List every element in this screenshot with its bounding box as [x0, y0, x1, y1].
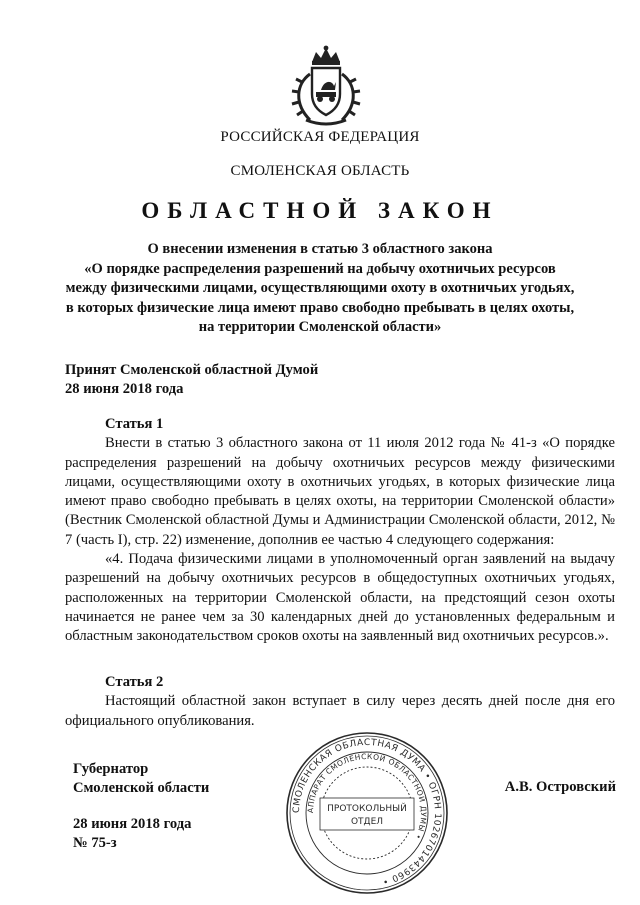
article-1-text: Внести в статью 3 областного закона от 11 июля 2012 года № 41-з «О порядке распределения разрешений на добычу охотничьих ресурсов между физическими лицами, осуществляющими охоту в охотничьих угодьях, в которых физические лица имеют право свободно пребывать в целях охоты, на территории Смоленской области» (Вестник Смоленской областной Думы и Администрации Смоленской области, 2012, № 7 (часть I), стр. 22) изменение, дополнив ее частью 4 следующего содержания: — [65, 435, 615, 548]
stamp-center-line: ПРОТОКОЛЬНЫЙ — [327, 804, 407, 814]
stamp-outer-text: СМОЛЕНСКАЯ ОБЛАСТНАЯ ДУМА • ОГРН 1026701443960 • — [291, 737, 443, 887]
article-1-quote: «4. Подача физическими лицами в уполномоченный орган заявлений на выдачу разрешений на добычу охотничьих ресурсов в общедоступных охотничьих угодьях, расположенных на территории Смоленской области, на предстоящий сезон охоты начинается не ранее чем за 30 календарных дней до установленных федеральным и областным законодательством сроков охоты на заявленный вид охотничьих ресурсов.». — [65, 551, 615, 645]
article-1-heading: Статья 1 — [105, 416, 164, 432]
signatory-title — [73, 760, 273, 799]
signing-info — [73, 815, 273, 854]
subject-line: в которых физические лица имеют право свободно пребывать в целях охоты, — [65, 299, 575, 316]
article-2 — [65, 673, 615, 731]
subject-line: между физическими лицами, осуществляющими охоту в охотничьих угодьях, — [65, 280, 575, 296]
signatory-title-line: Губернатор — [73, 761, 149, 777]
stamp-center-line: ОТДЕЛ — [350, 817, 384, 827]
subject-line: О внесении изменения в статью 3 областного закона — [147, 241, 493, 257]
signatory-name: А.В. Островский — [504, 779, 616, 795]
article-2-heading: Статья 2 — [105, 674, 164, 690]
law-subject-title — [0, 240, 640, 338]
signing-date: 28 июня 2018 года — [73, 816, 192, 832]
signatory-title-line: Смоленской области — [73, 780, 210, 797]
subject-line: на территории Смоленской области» — [198, 319, 442, 335]
subject-line: «О порядке распределения разрешений на добычу охотничьих ресурсов — [84, 260, 556, 277]
adoption-block — [65, 361, 565, 400]
adoption-date: 28 июня 2018 года — [65, 381, 184, 398]
article-1 — [65, 415, 615, 647]
document-type-title: ОБЛАСТНОЙ ЗАКОН — [141, 198, 499, 223]
article-2-text: Настоящий областной закон вступает в силу через десять дней после дня его официального опубликования. — [65, 693, 615, 729]
region-heading: СМОЛЕНСКАЯ ОБЛАСТЬ — [230, 163, 410, 179]
coat-of-arms-emblem — [288, 44, 364, 126]
law-number: № 75-з — [73, 835, 117, 852]
official-seal-stamp — [282, 728, 452, 898]
country-heading: РОССИЙСКАЯ ФЕДЕРАЦИЯ — [220, 129, 420, 145]
adoption-line: Принят Смоленской областной Думой — [65, 362, 319, 378]
stamp-inner-text: АППАРАТ СМОЛЕНСКОЙ ОБЛАСТНОЙ ДУМЫ • — [305, 751, 429, 842]
